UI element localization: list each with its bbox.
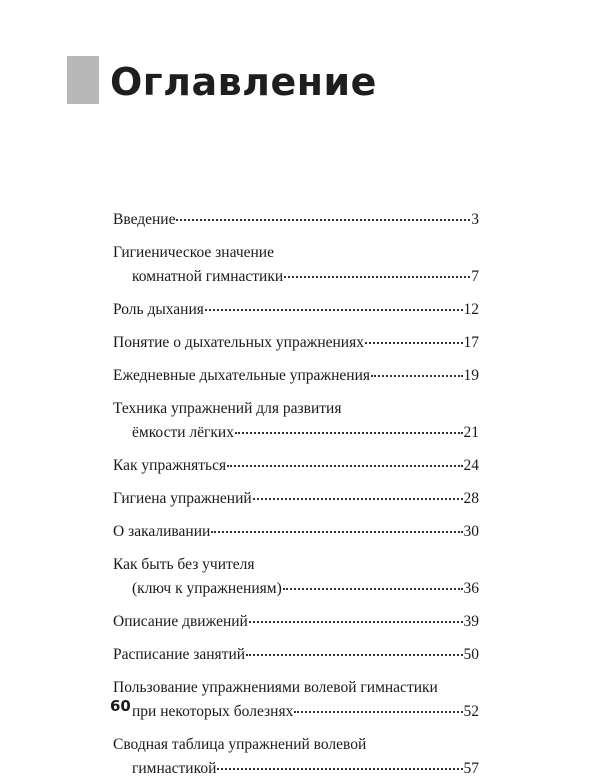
toc-dot-leader	[294, 709, 462, 713]
toc-entry[interactable]	[113, 487, 479, 511]
toc-entry-line	[113, 208, 479, 232]
toc-dot-leader	[283, 586, 463, 590]
toc-dot-leader	[205, 307, 463, 311]
toc-dot-leader	[249, 619, 463, 623]
toc-entry-line	[113, 610, 479, 634]
toc-entry-title: Как упражняться	[113, 457, 227, 474]
toc-entry[interactable]	[113, 553, 479, 601]
toc-page-number: 12	[463, 301, 479, 318]
toc-page-number: 3	[471, 211, 479, 228]
toc-page-number: 39	[463, 613, 479, 630]
toc-page-number: 52	[463, 703, 479, 720]
toc-entry-line	[113, 397, 479, 421]
toc-page-number: 17	[463, 334, 479, 351]
toc-entry-title: Ежедневные дыхательные упражнения	[113, 367, 371, 384]
toc-entry-line	[113, 265, 479, 289]
toc-entry[interactable]	[113, 331, 479, 355]
toc-dot-leader	[227, 463, 462, 467]
toc-dot-leader	[246, 652, 462, 656]
toc-entry-line	[113, 643, 479, 667]
toc-entry-line	[113, 520, 479, 544]
toc-dot-leader	[284, 274, 470, 278]
title-accent-block	[67, 56, 99, 104]
toc-dot-leader	[235, 430, 463, 434]
toc-entry-line	[113, 298, 479, 322]
toc-page-number: 21	[463, 424, 479, 441]
toc-entry-line	[113, 364, 479, 388]
toc-entry-line	[113, 331, 479, 355]
toc-entry-line	[113, 700, 479, 724]
toc-page-number: 24	[463, 457, 479, 474]
toc-dot-leader	[253, 496, 463, 500]
toc-dot-leader	[371, 373, 462, 377]
toc-entry[interactable]	[113, 733, 479, 781]
toc-entry[interactable]	[113, 520, 479, 544]
toc-entry-title: Пользование упражнениями волевой гимнастики	[113, 679, 438, 696]
toc-entry-title: гимнастикой	[132, 760, 217, 777]
toc-entry[interactable]	[113, 643, 479, 667]
toc-entry-title: ёмкости лёгких	[132, 424, 234, 441]
toc-entry-title: Описание движений	[113, 613, 248, 630]
toc-page-number: 30	[463, 523, 479, 540]
toc-page-number: 19	[463, 367, 479, 384]
toc-entry-title: комнатной гимнастики	[132, 268, 284, 285]
toc-entry-line	[113, 676, 479, 700]
toc-entry-title: (ключ к упражнениям)	[132, 580, 282, 597]
toc-page-number: 7	[471, 268, 479, 285]
toc-entry-line	[113, 454, 479, 478]
toc-entry[interactable]	[113, 454, 479, 478]
toc-entry-title: Роль дыхания	[113, 301, 204, 318]
toc-entry-title: Как быть без учителя	[113, 556, 255, 573]
toc-entry[interactable]	[113, 298, 479, 322]
toc-entry-title: Понятие о дыхательных упражнениях	[113, 334, 364, 351]
toc-entry-title: Гигиеническое значение	[113, 244, 274, 261]
toc-entry-line	[113, 757, 479, 781]
toc-entry[interactable]	[113, 676, 479, 724]
toc-dot-leader	[176, 217, 470, 221]
table-of-contents	[113, 208, 479, 781]
toc-entry[interactable]	[113, 208, 479, 232]
page-number: 60	[110, 697, 131, 715]
toc-page-number: 50	[463, 646, 479, 663]
toc-entry-line	[113, 487, 479, 511]
toc-entry[interactable]	[113, 610, 479, 634]
toc-dot-leader	[217, 766, 462, 770]
toc-page-number: 28	[463, 490, 479, 507]
page-title: Оглавление	[110, 60, 377, 104]
toc-page-number: 57	[463, 760, 479, 777]
toc-entry-title: Техника упражнений для развития	[113, 400, 342, 417]
toc-entry[interactable]	[113, 241, 479, 289]
toc-entry-title: Гигиена упражнений	[113, 490, 252, 507]
toc-entry-line	[113, 421, 479, 445]
toc-entry-title: при некоторых болезнях	[132, 703, 294, 720]
toc-entry[interactable]	[113, 397, 479, 445]
toc-entry[interactable]	[113, 364, 479, 388]
toc-entry-title: О закаливании	[113, 523, 211, 540]
toc-dot-leader	[211, 529, 462, 533]
toc-entry-title: Введение	[113, 211, 176, 228]
toc-entry-title: Сводная таблица упражнений волевой	[113, 736, 367, 753]
toc-entry-line	[113, 577, 479, 601]
toc-dot-leader	[365, 340, 463, 344]
toc-entry-line	[113, 553, 479, 577]
toc-entry-line	[113, 241, 479, 265]
toc-entry-line	[113, 733, 479, 757]
toc-entry-title: Расписание занятий	[113, 646, 246, 663]
toc-page-number: 36	[463, 580, 479, 597]
